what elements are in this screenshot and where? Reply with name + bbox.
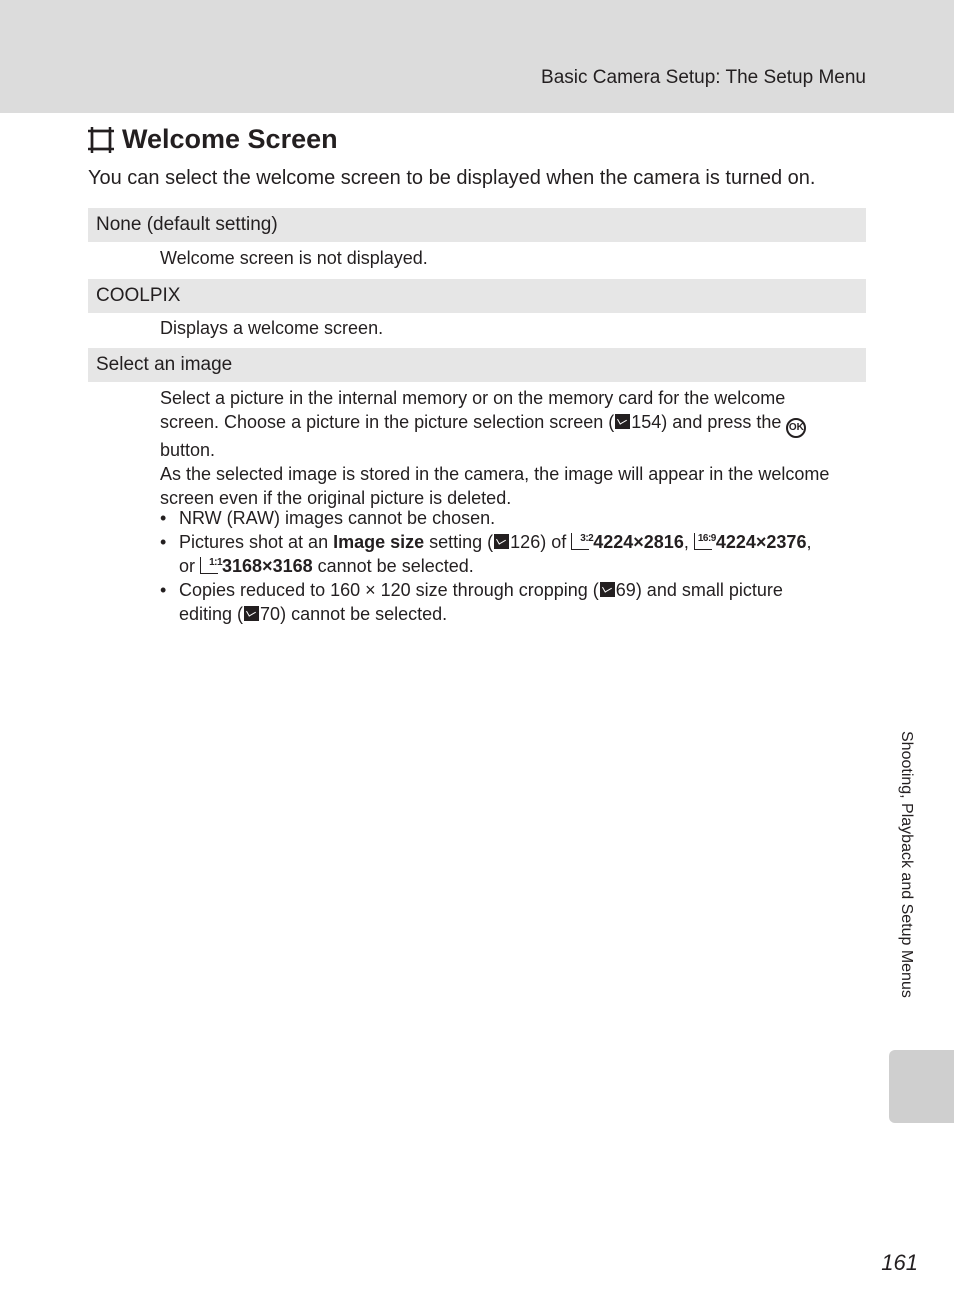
option-coolpix-description: Displays a welcome screen.	[160, 318, 384, 338]
desc-line-3: button.	[160, 440, 216, 460]
page-number: 161	[881, 1250, 918, 1275]
option-select-image-label: Select an image	[88, 348, 866, 382]
section-title-text: Welcome Screen	[122, 124, 338, 154]
side-tab-label: Shooting, Playback and Setup Menus	[898, 731, 915, 998]
running-header: Basic Camera Setup: The Setup Menu	[541, 67, 866, 88]
list-item: • NRW (RAW) images cannot be chosen.	[160, 506, 860, 530]
list-item: • Copies reduced to 160 × 120 size through cropping ( 69) and small picture editing ( 70) cannot be selected.	[160, 578, 860, 626]
side-tab-marker	[889, 1050, 954, 1123]
page-reference-icon	[615, 414, 630, 429]
option-none-description: Welcome screen is not displayed.	[160, 248, 428, 268]
page-reference-icon	[600, 582, 615, 597]
restrictions-list	[160, 506, 860, 626]
section-title	[88, 124, 338, 155]
option-coolpix-label: COOLPIX	[88, 279, 866, 313]
image-size-1-1-icon: 1:1	[200, 557, 218, 574]
page-reference-icon	[494, 534, 509, 549]
desc-line-2: screen. Choose a picture in the picture selection screen ( 154) and press the OK	[160, 410, 860, 438]
image-size-3-2-icon: 3:2	[571, 533, 589, 550]
desc-paragraph-2: As the selected image is stored in the camera, the image will appear in the welcome screen even if the original picture is deleted.	[160, 464, 830, 508]
page-reference-icon	[244, 606, 259, 621]
option-none-label: None (default setting)	[88, 208, 866, 242]
ok-button-icon: OK	[786, 418, 806, 438]
welcome-screen-icon	[88, 127, 114, 153]
desc-line-1: Select a picture in the internal memory or on the memory card for the welcome	[160, 388, 786, 408]
option-select-image-description	[160, 386, 860, 510]
image-size-16-9-icon: 16:9	[694, 533, 712, 550]
intro-text: You can select the welcome screen to be displayed when the camera is turned on.	[88, 167, 816, 189]
header-band	[0, 0, 954, 113]
list-item: • Pictures shot at an Image size setting ( 126) of 3:2 4224×2816, 16:9 4224×2376, or 1:1 3168×3168 cannot be selected.	[160, 530, 860, 578]
